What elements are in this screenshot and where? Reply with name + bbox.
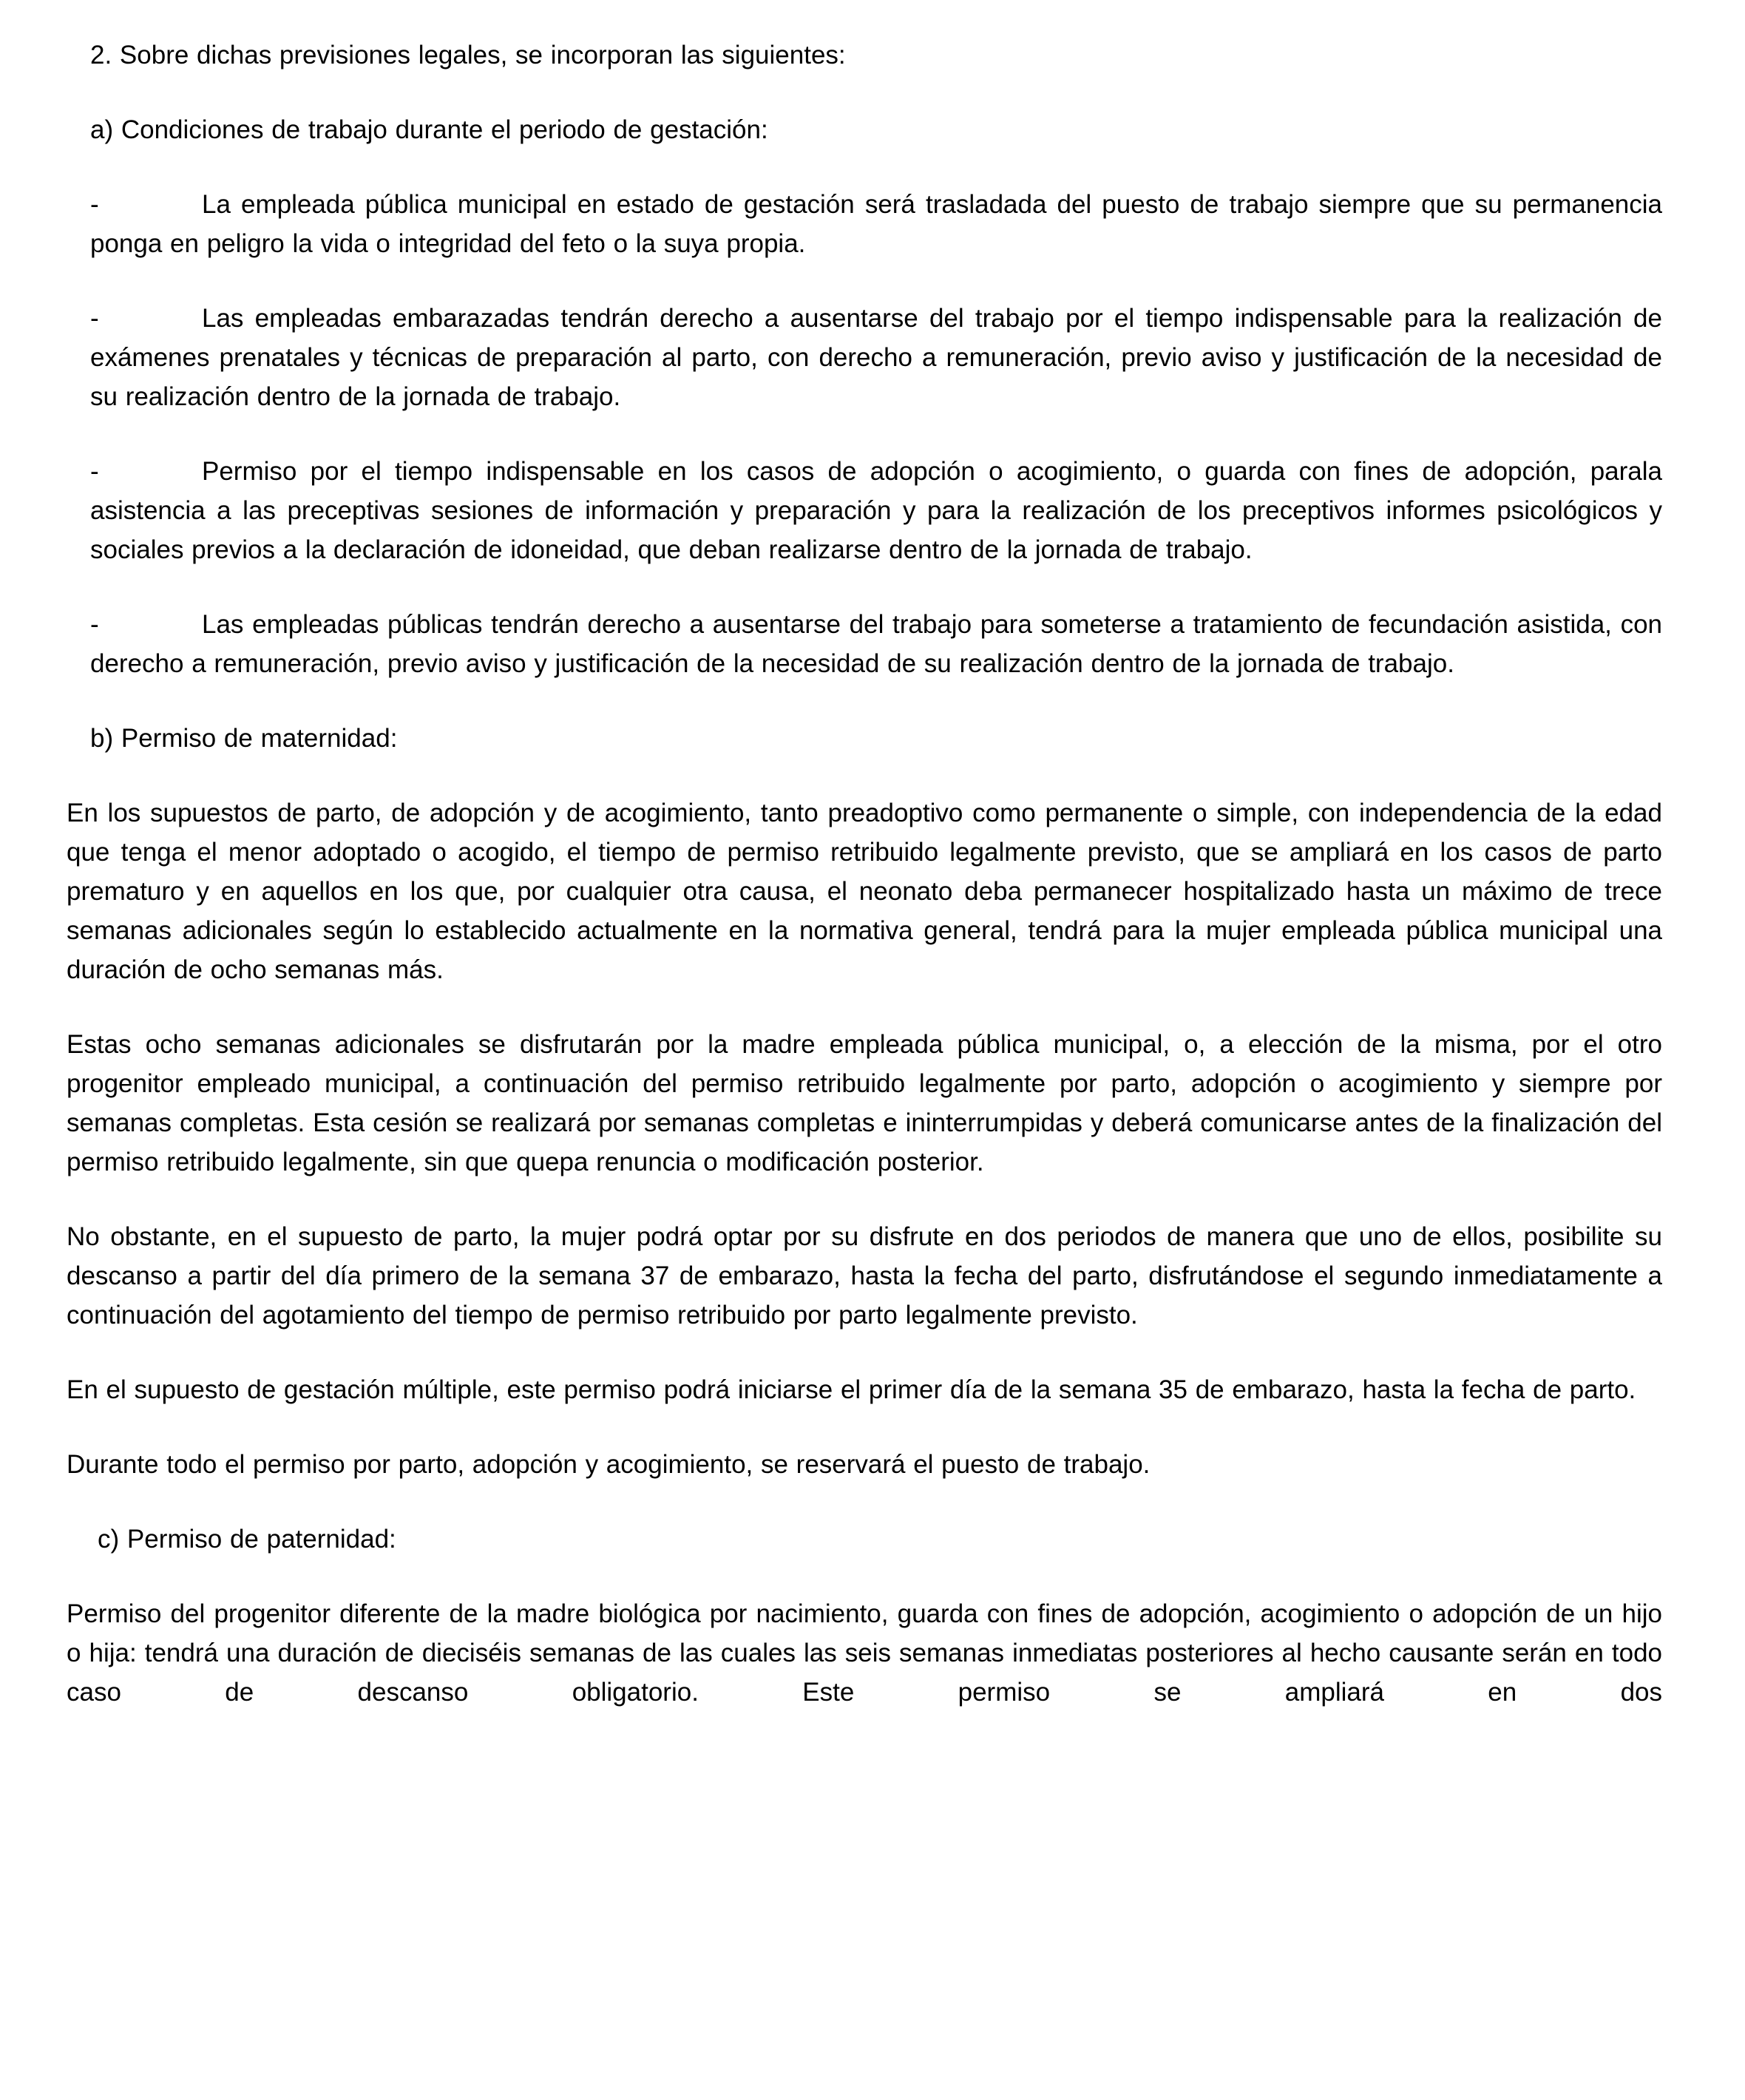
bullet-dash-icon: - [90,190,99,219]
bullet-text: Las empleadas públicas tendrán derecho a ausentarse del trabajo para someterse a tratamiento de fecundación asistida, con derecho a remuneración, previo aviso y justificación de la necesidad de su realización dentro de la jornada de trabajo. [90,610,1662,678]
paragraph-multiple-gestation: En el supuesto de gestación múltiple, este permiso podrá iniciarse el primer día de la semana 35 de embarazo, hasta la fecha de parto. [67,1375,1636,1404]
bullet-text: La empleada pública municipal en estado de gestación será trasladada del puesto de trabajo siempre que su permanencia ponga en peligro la vida o integridad del feto o la suya propia. [90,190,1662,258]
intro-paragraph: 2. Sobre dichas previsiones legales, se incorporan las siguientes: [90,41,846,70]
bullet-dash-icon: - [90,610,99,639]
bullet-dash-icon: - [90,457,99,486]
paragraph-two-periods-option: No obstante, en el supuesto de parto, la mujer podrá optar por su disfrute en dos periodos de manera que uno de ellos, posibilite su descanso a partir del día primero de la semana 37 de embarazo, hasta la fecha del parto, disfrutándose el segundo inmediatamente a continuación del agotamiento del tiempo de permiso retribuido por parto legalmente previsto. [67,1222,1662,1330]
paragraph-paternity-leave: Permiso del progenitor diferente de la madre biológica por nacimiento, guarda con fines de adopción, acogimiento o adopción de un hijo o hija: tendrá una duración de dieciséis semanas de las cuales las seis semanas inmediatas posteriores al hecho causante serán en todo caso de descanso obligatorio. Este permiso se ampliará en dos [67,1599,1662,1707]
bullet-text: Las empleadas embarazadas tendrán derecho a ausentarse del trabajo por el tiempo indispensable para la realización de exámenes prenatales y técnicas de preparación al parto, con derecho a remuneración, previo aviso y justificación de la necesidad de su realización dentro de la jornada de trabajo. [90,304,1662,411]
paragraph-additional-weeks: Estas ocho semanas adicionales se disfrutarán por la madre empleada pública municipal, o, a elección de la misma, por el otro progenitor empleado municipal, a continuación del permiso retribuido legalmente por parto, adopción o acogimiento y siempre por semanas completas. Esta cesión se realizará por semanas completas e ininterrumpidas y deberá comunicarse antes de la finalización del permiso retribuido legalmente, sin que quepa renuncia o modificación posterior. [67,1030,1662,1176]
bullet-item [90,185,1662,263]
section-b-heading: b) Permiso de maternidad: [90,724,398,753]
section-c-heading: c) Permiso de paternidad: [98,1525,396,1554]
bullet-item [90,605,1662,683]
bullet-item [90,299,1662,416]
bullet-item [90,452,1662,569]
bullet-dash-icon: - [90,304,99,333]
paragraph-maternity-leave-duration: En los supuestos de parto, de adopción y de acogimiento, tanto preadoptivo como permanente o simple, con independencia de la edad que tenga el menor adoptado o acogido, el tiempo de permiso retribuido legalmente previsto, que se ampliará en los casos de parto prematuro y en aquellos en los que, por cualquier otra causa, el neonato deba permanecer hospitalizado hasta un máximo de trece semanas adicionales según lo establecido actualmente en la normativa general, tendrá para la mujer empleada pública municipal una duración de ocho semanas más. [67,799,1662,984]
bullet-text: Permiso por el tiempo indispensable en los casos de adopción o acogimiento, o guarda con fines de adopción, parala asistencia a las preceptivas sesiones de información y preparación y para la realización de los preceptivos informes psicológicos y sociales previos a la declaración de idoneidad, que deban realizarse dentro de la jornada de trabajo. [90,457,1662,564]
section-a-heading: a) Condiciones de trabajo durante el periodo de gestación: [90,115,768,144]
paragraph-job-reserved: Durante todo el permiso por parto, adopción y acogimiento, se reservará el puesto de trabajo. [67,1450,1151,1479]
